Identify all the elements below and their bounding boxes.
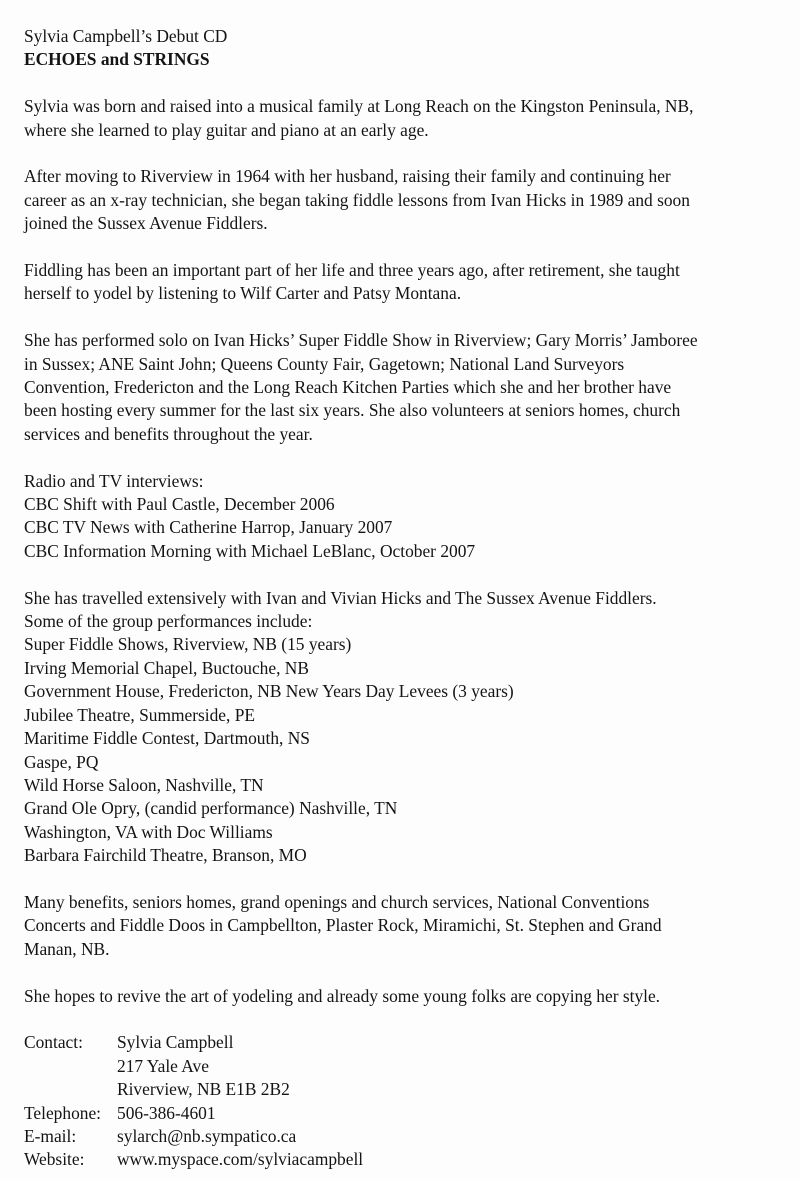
contact-name: Sylvia Campbell	[117, 1032, 234, 1053]
benefits-paragraph	[24, 891, 792, 961]
contact-row	[24, 1031, 792, 1054]
address-row	[24, 1055, 792, 1078]
performances-intro: Some of the group performances include:	[24, 611, 313, 632]
text-line: Manan, NB.	[24, 938, 110, 959]
cd-title: ECHOES and STRINGS	[24, 49, 210, 70]
interviews-section	[24, 470, 792, 564]
performance-item: Wild Horse Saloon, Nashville, TN	[24, 774, 264, 795]
text-line: She has performed solo on Ivan Hicks’ Super Fiddle Show in Riverview; Gary Morris’ Jamboree	[24, 330, 698, 351]
performances-section	[24, 587, 792, 868]
email-address: sylarch@nb.sympatico.ca	[117, 1125, 297, 1146]
bio-paragraph-2	[24, 165, 792, 235]
interview-item: CBC TV News with Catherine Harrop, January 2007	[24, 517, 393, 538]
performance-item: Maritime Fiddle Contest, Dartmouth, NS	[24, 728, 310, 749]
performance-item: Washington, VA with Doc Williams	[24, 821, 273, 842]
interviews-heading: Radio and TV interviews:	[24, 470, 204, 491]
email-label: E-mail:	[24, 1125, 77, 1146]
interview-item: CBC Information Morning with Michael LeBlanc, October 2007	[24, 540, 476, 561]
contact-label: Contact:	[24, 1032, 83, 1053]
performances-intro: She has travelled extensively with Ivan and Vivian Hicks and The Sussex Avenue Fiddlers.	[24, 587, 657, 608]
text-line: Concerts and Fiddle Doos in Campbellton, Plaster Rock, Miramichi, St. Stephen and Grand	[24, 915, 662, 936]
telephone-label: Telephone:	[24, 1102, 102, 1123]
text-line: Many benefits, seniors homes, grand openings and church services, National Conventions	[24, 891, 650, 912]
text-line: where she learned to play guitar and piano at an early age.	[24, 119, 429, 140]
performance-item: Barbara Fairchild Theatre, Branson, MO	[24, 845, 307, 866]
text-line: joined the Sussex Avenue Fiddlers.	[24, 213, 268, 234]
closing-statement: She hopes to revive the art of yodeling and already some young folks are copying her style.	[24, 985, 661, 1006]
website-url: www.myspace.com/sylviacampbell	[117, 1149, 364, 1170]
document-page	[24, 25, 792, 1172]
text-line: After moving to Riverview in 1964 with her husband, raising their family and continuing her	[24, 166, 671, 187]
bio-paragraph-1	[24, 95, 792, 142]
bio-paragraph-3	[24, 259, 792, 306]
contact-block	[24, 1031, 792, 1171]
cd-subtitle: Sylvia Campbell’s Debut CD	[24, 26, 228, 46]
performance-item: Grand Ole Opry, (candid performance) Nashville, TN	[24, 798, 398, 819]
email-row	[24, 1125, 792, 1148]
address-line-2: Riverview, NB E1B 2B2	[117, 1079, 290, 1100]
text-line: herself to yodel by listening to Wilf Carter and Patsy Montana.	[24, 283, 462, 304]
text-line: Fiddling has been an important part of her life and three years ago, after retirement, she taught	[24, 260, 680, 281]
telephone-number: 506-386-4601	[117, 1102, 216, 1123]
performance-item: Super Fiddle Shows, Riverview, NB (15 years)	[24, 634, 352, 655]
text-line: Convention, Fredericton and the Long Reach Kitchen Parties which she and her brother have	[24, 377, 672, 398]
address-row	[24, 1078, 792, 1101]
performance-item: Government House, Fredericton, NB New Years Day Levees (3 years)	[24, 681, 514, 702]
website-row	[24, 1148, 792, 1171]
interview-item: CBC Shift with Paul Castle, December 2006	[24, 494, 335, 515]
text-line: career as an x-ray technician, she began taking fiddle lessons from Ivan Hicks in 1989 and soon	[24, 189, 690, 210]
telephone-row	[24, 1102, 792, 1125]
text-line: been hosting every summer for the last six years. She also volunteers at seniors homes, church	[24, 400, 681, 421]
text-line: Sylvia was born and raised into a musical family at Long Reach on the Kingston Peninsula, NB,	[24, 96, 694, 117]
website-label: Website:	[24, 1149, 85, 1170]
address-line-1: 217 Yale Ave	[117, 1055, 209, 1076]
performance-item: Jubilee Theatre, Summerside, PE	[24, 704, 256, 725]
performance-item: Irving Memorial Chapel, Buctouche, NB	[24, 657, 309, 678]
text-line: services and benefits throughout the year.	[24, 423, 313, 444]
performance-item: Gaspe, PQ	[24, 751, 99, 772]
text-line: in Sussex; ANE Saint John; Queens County Fair, Gagetown; National Land Surveyors	[24, 353, 625, 374]
bio-paragraph-4	[24, 329, 792, 446]
